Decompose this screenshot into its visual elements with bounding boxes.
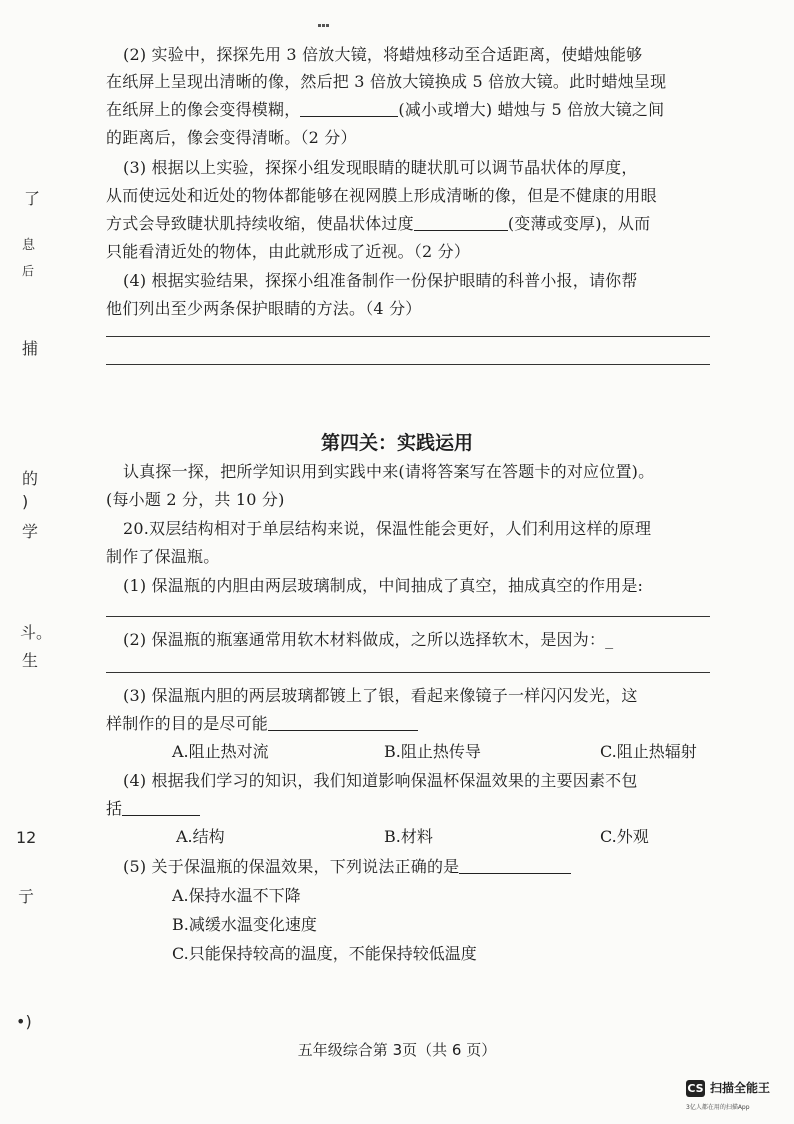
q4-line: 他们列出至少两条保护眼睛的方法。（4 分）: [106, 299, 422, 318]
page-footer: 五年级综合第 3页（共 6 页）: [297, 1041, 497, 1059]
margin-fragment: 斗。: [20, 623, 53, 642]
sub5-text: (5) 关于保温瓶的保温效果，下列说法正确的是: [123, 857, 460, 876]
scanner-name: 扫描全能王: [710, 1081, 771, 1095]
answer-blank[interactable]: [268, 714, 418, 731]
margin-fragment: 学: [22, 522, 39, 541]
margin-fragment: 12: [16, 828, 37, 847]
option-b[interactable]: B.阻止热传导: [384, 742, 481, 761]
option-a[interactable]: A.阻止热对流: [172, 742, 269, 761]
sub3-text: 样制作的目的是尽可能: [106, 714, 269, 733]
scanner-watermark: [686, 1080, 786, 1116]
sub-question-2: (2) 保温瓶的瓶塞通常用软木材料做成，之所以选择软木，是因为：_: [123, 630, 614, 649]
q3-line: 只能看清近处的物体，由此就形成了近视。（2 分）: [106, 242, 471, 261]
intro-line: 认真探一探，把所学知识用到实践中来(请将答案写在答题卡的对应位置)。: [123, 462, 655, 481]
q2-line: (2) 实验中，探探先用 3 倍放大镜，将蜡烛移动至合适距离，使蜡烛能够: [123, 45, 643, 64]
margin-fragment: •): [16, 1012, 32, 1031]
q20-line: 20.双层结构相对于单层结构来说，保温性能会更好，人们利用这样的原理: [123, 519, 652, 538]
option-a[interactable]: A.结构: [176, 827, 225, 846]
scanner-tagline: 3亿人都在用的扫描App: [686, 1104, 750, 1111]
answer-blank[interactable]: [300, 100, 398, 117]
option-b[interactable]: B.减缓水温变化速度: [172, 915, 317, 934]
sub4-text: 括: [106, 799, 123, 818]
sub-question-5: [123, 857, 571, 877]
answer-blank[interactable]: [414, 214, 508, 231]
q2-line: 在纸屏上呈现出清晰的像，然后把 3 倍放大镜换成 5 倍放大镜。此时蜡烛呈现: [106, 72, 667, 91]
answer-line[interactable]: [106, 672, 710, 673]
sub-question-3: [106, 714, 418, 734]
q3-line: (3) 根据以上实验，探探小组发现眼睛的睫状肌可以调节晶状体的厚度，: [123, 158, 638, 177]
q3-text: (变薄或变厚)，从而: [507, 214, 651, 233]
margin-fragment: 捕: [22, 339, 39, 358]
margin-fragment: 生: [22, 651, 39, 670]
margin-fragment: 的: [22, 469, 39, 488]
sub-question-4: [106, 799, 200, 819]
option-c[interactable]: C.外观: [600, 827, 649, 846]
margin-fragment: ): [22, 492, 29, 511]
q3-text: 方式会导致睫状肌持续收缩，使晶状体过度: [106, 214, 414, 233]
q4-line: (4) 根据实验结果，探探小组准备制作一份保护眼睛的科普小报，请你帮: [123, 271, 638, 290]
sub-question-3: (3) 保温瓶内胆的两层玻璃都镀上了银，看起来像镜子一样闪闪发光，这: [123, 686, 638, 705]
answer-line[interactable]: [106, 616, 710, 617]
q2-text: 在纸屏上的像会变得模糊，: [106, 100, 301, 119]
answer-blank[interactable]: [122, 799, 200, 816]
option-b[interactable]: B.材料: [384, 827, 433, 846]
q3-line: [106, 214, 650, 234]
q2-line: [106, 100, 664, 120]
margin-fragment: 后: [22, 264, 35, 278]
answer-line[interactable]: [106, 336, 710, 337]
option-a[interactable]: A.保持水温不下降: [172, 886, 301, 905]
q3-line: 从而使远处和近处的物体都能够在视网膜上形成清晰的像，但是不健康的用眼: [106, 186, 657, 205]
sub-question-4: (4) 根据我们学习的知识，我们知道影响保温杯保温效果的主要因素不包: [123, 771, 638, 790]
scan-speck: [318, 12, 330, 15]
q2-line: 的距离后，像会变得清晰。（2 分）: [106, 128, 357, 147]
answer-blank[interactable]: [459, 857, 571, 874]
sub-question-1: (1) 保温瓶的内胆由两层玻璃制成，中间抽成了真空，抽成真空的作用是:: [123, 576, 644, 595]
q20-line: 制作了保温瓶。: [106, 547, 220, 566]
section-title: 第四关：实践运用: [320, 432, 473, 454]
margin-fragment: 息: [22, 238, 36, 253]
answer-line[interactable]: [106, 364, 710, 365]
scanner-logo-icon: CS: [687, 1082, 704, 1095]
option-c[interactable]: C.只能保持较高的温度，不能保持较低温度: [172, 944, 477, 963]
q2-text: (减小或增大) 蜡烛与 5 倍放大镜之间: [398, 100, 665, 119]
margin-fragment: 了: [24, 189, 41, 208]
option-c[interactable]: C.阻止热辐射: [600, 742, 697, 761]
margin-fragment: 亍: [18, 887, 35, 906]
intro-line: (每小题 2 分，共 10 分): [106, 490, 285, 509]
